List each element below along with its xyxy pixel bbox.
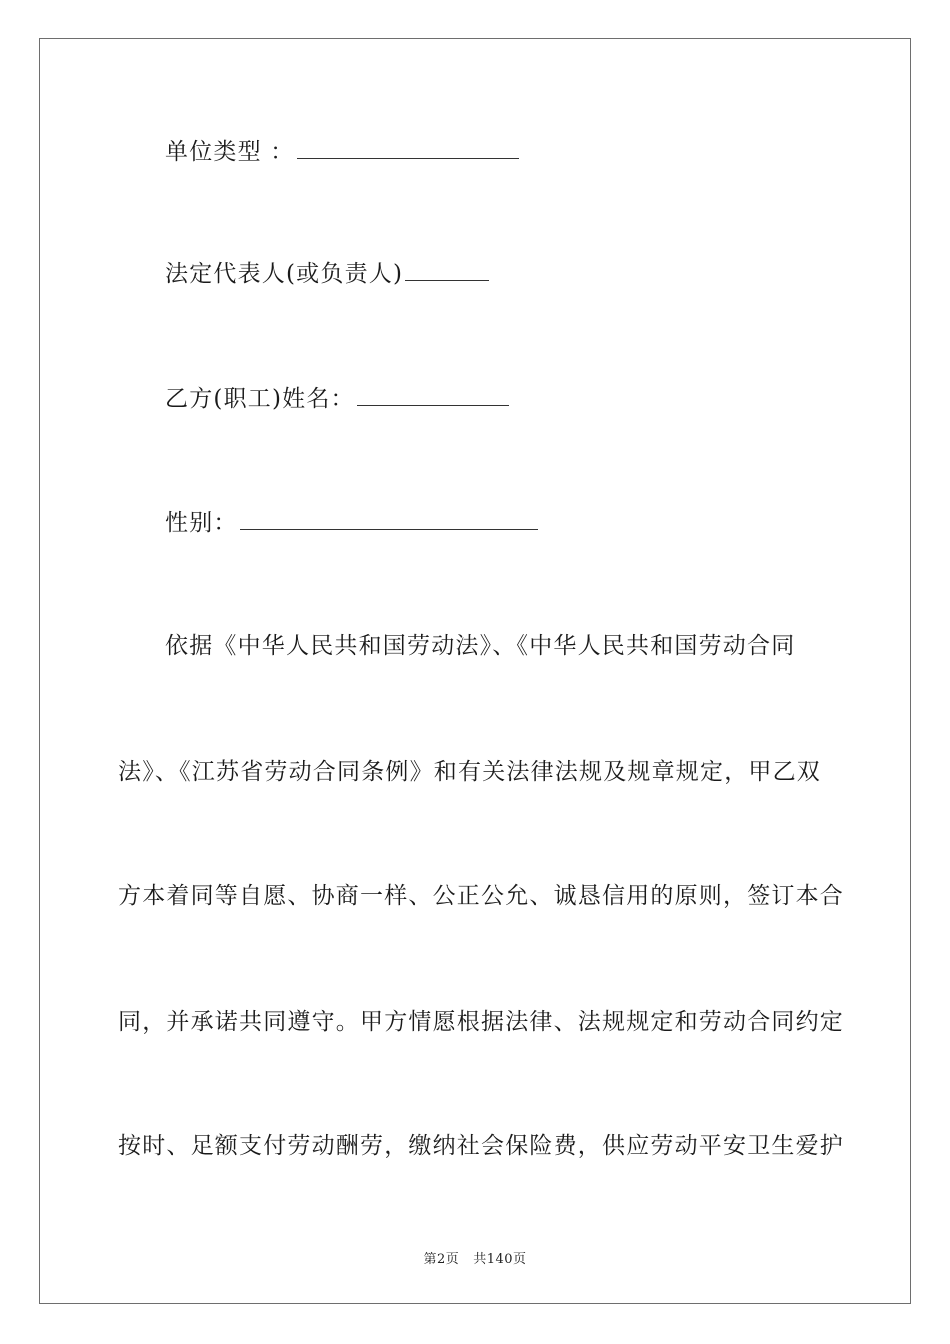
page-total: 共140页 — [473, 1252, 527, 1267]
employee-name-blank[interactable] — [357, 385, 509, 406]
paragraph-line: 法》、《江苏省劳动合同条例》和有关法律法规及规章规定，甲乙双 — [118, 759, 821, 785]
legal-rep-blank[interactable] — [405, 260, 489, 281]
paragraph-line: 按时、足额支付劳动酬劳，缴纳社会保险费，供应劳动平安卫生爱护 — [118, 1133, 844, 1159]
gender-label: 性别： — [165, 510, 238, 536]
unit-type-field — [165, 138, 879, 166]
paragraph-line: 同，并承诺共同遵守。甲方情愿根据法律、法规规定和劳动合同约定 — [118, 1009, 844, 1035]
unit-type-label: 单位类型 ： — [165, 139, 295, 165]
employee-name-field — [165, 385, 879, 413]
page-border — [39, 38, 911, 1304]
paragraph-line: 方本着同等自愿、协商一样、公正公允、诚恳信用的原则，签订本合 — [118, 883, 844, 909]
gender-field — [165, 509, 879, 537]
unit-type-blank[interactable] — [297, 138, 519, 159]
employee-name-label: 乙方(职工)姓名： — [165, 386, 355, 412]
page-footer — [0, 1248, 950, 1267]
gender-blank[interactable] — [240, 509, 538, 530]
legal-rep-field — [165, 260, 879, 288]
paragraph-line: 依据《中华人民共和国劳动法》、《中华人民共和国劳动合同 — [165, 633, 796, 659]
legal-rep-label: 法定代表人(或负责人) — [165, 261, 404, 287]
page-number: 第2页 — [423, 1252, 460, 1267]
